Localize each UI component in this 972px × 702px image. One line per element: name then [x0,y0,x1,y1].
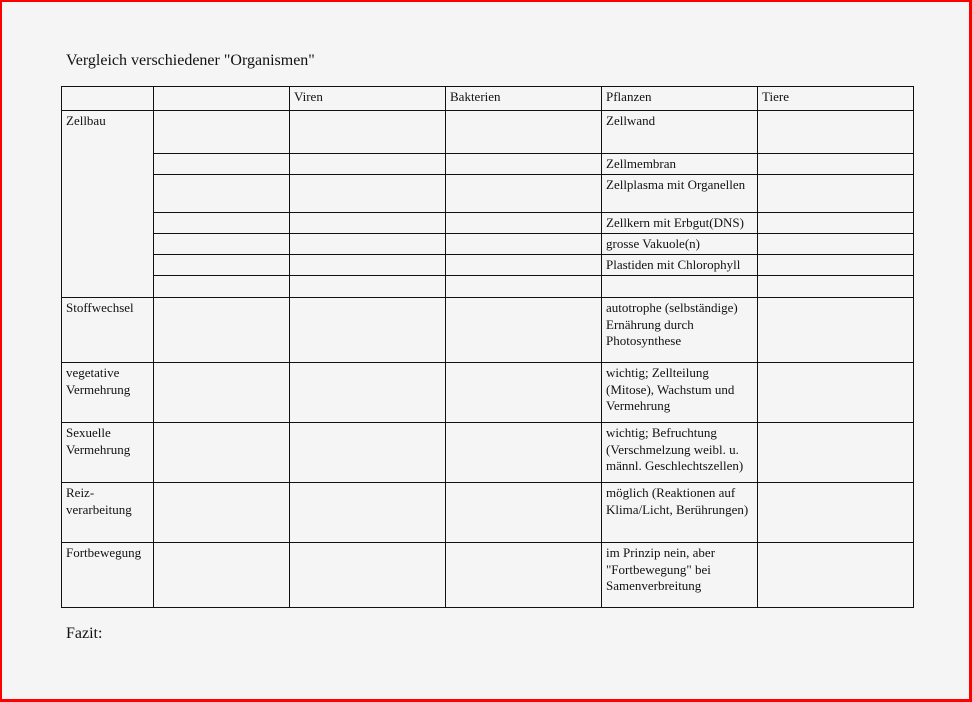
table-row [62,543,914,608]
table-cell [154,111,290,154]
table-row [62,213,914,234]
table-cell [154,483,290,543]
table-cell [154,543,290,608]
table-cell [290,234,446,255]
row-label-stoffwechsel: Stoffwechsel [62,298,154,363]
table-cell [446,543,602,608]
table-cell [290,276,446,298]
header-cell-bakterien: Bakterien [446,87,602,111]
table-cell-pflanzen: Zellwand [602,111,758,154]
header-cell-pflanzen: Pflanzen [602,87,758,111]
table-cell [758,363,914,423]
table-cell [758,154,914,175]
table-cell [154,175,290,213]
table-row [62,483,914,543]
table-cell [758,255,914,276]
table-cell-pflanzen: Zellplasma mit Organellen [602,175,758,213]
table-cell [446,234,602,255]
table-row [62,298,914,363]
table-cell [446,298,602,363]
table-cell [446,111,602,154]
row-label-reizverarbeitung: Reiz-verarbeitung [62,483,154,543]
table-cell [290,111,446,154]
table-cell-pflanzen: Plastiden mit Chlorophyll [602,255,758,276]
table-cell [446,255,602,276]
table-cell [758,213,914,234]
table-row [62,276,914,298]
table-cell [446,175,602,213]
comparison-table [61,86,914,608]
table-cell [154,154,290,175]
table-cell [290,213,446,234]
row-label-vegetative-vermehrung: vegetative Vermehrung [62,363,154,423]
table-row [62,154,914,175]
table-row [62,423,914,483]
table-row [62,255,914,276]
table-cell [758,483,914,543]
table-cell [446,363,602,423]
table-cell-pflanzen: Zellkern mit Erbgut(DNS) [602,213,758,234]
table-cell [758,175,914,213]
header-cell-tiere: Tiere [758,87,914,111]
table-cell [446,154,602,175]
table-cell [290,154,446,175]
table-cell [154,298,290,363]
table-cell [758,543,914,608]
table-cell-pflanzen [602,276,758,298]
table-cell [290,543,446,608]
table-cell [758,298,914,363]
table-cell [758,234,914,255]
table-cell [290,255,446,276]
table-cell [290,298,446,363]
header-cell [62,87,154,111]
table-cell [154,213,290,234]
table-cell [446,276,602,298]
table-cell [446,213,602,234]
header-cell [154,87,290,111]
table-cell [154,234,290,255]
table-cell [446,423,602,483]
table-cell [154,363,290,423]
document-page [2,2,969,699]
table-cell [758,111,914,154]
row-label-sexuelle-vermehrung: Sexuelle Vermehrung [62,423,154,483]
table-row [62,111,914,154]
table-cell-pflanzen: autotrophe (selbständige) Ernährung durch Photosynthese [602,298,758,363]
table-cell [446,483,602,543]
table-cell [154,276,290,298]
header-row [62,87,914,111]
table-cell-pflanzen: im Prinzip nein, aber "Fortbewegung" bei Samenverbreitung [602,543,758,608]
table-cell-pflanzen: wichtig; Befruchtung (Verschmelzung weibl. u. männl. Geschlechtszellen) [602,423,758,483]
table-cell [154,255,290,276]
table-row [62,234,914,255]
row-label-fortbewegung: Fortbewegung [62,543,154,608]
table-cell-pflanzen: Zellmembran [602,154,758,175]
fazit-label: Fazit: [66,625,103,642]
table-row [62,363,914,423]
header-cell-viren: Viren [290,87,446,111]
table-cell [290,423,446,483]
table-cell [290,483,446,543]
table-cell [758,276,914,298]
table-cell [290,363,446,423]
document-title: Vergleich verschiedener "Organismen" [66,52,315,69]
table-row [62,175,914,213]
table-cell-pflanzen: möglich (Reaktionen auf Klima/Licht, Berührungen) [602,483,758,543]
table-cell [758,423,914,483]
table-cell-pflanzen: grosse Vakuole(n) [602,234,758,255]
table-cell-pflanzen: wichtig; Zellteilung (Mitose), Wachstum und Vermehrung [602,363,758,423]
table-cell [154,423,290,483]
table-cell [290,175,446,213]
row-label-zellbau: Zellbau [62,111,154,298]
